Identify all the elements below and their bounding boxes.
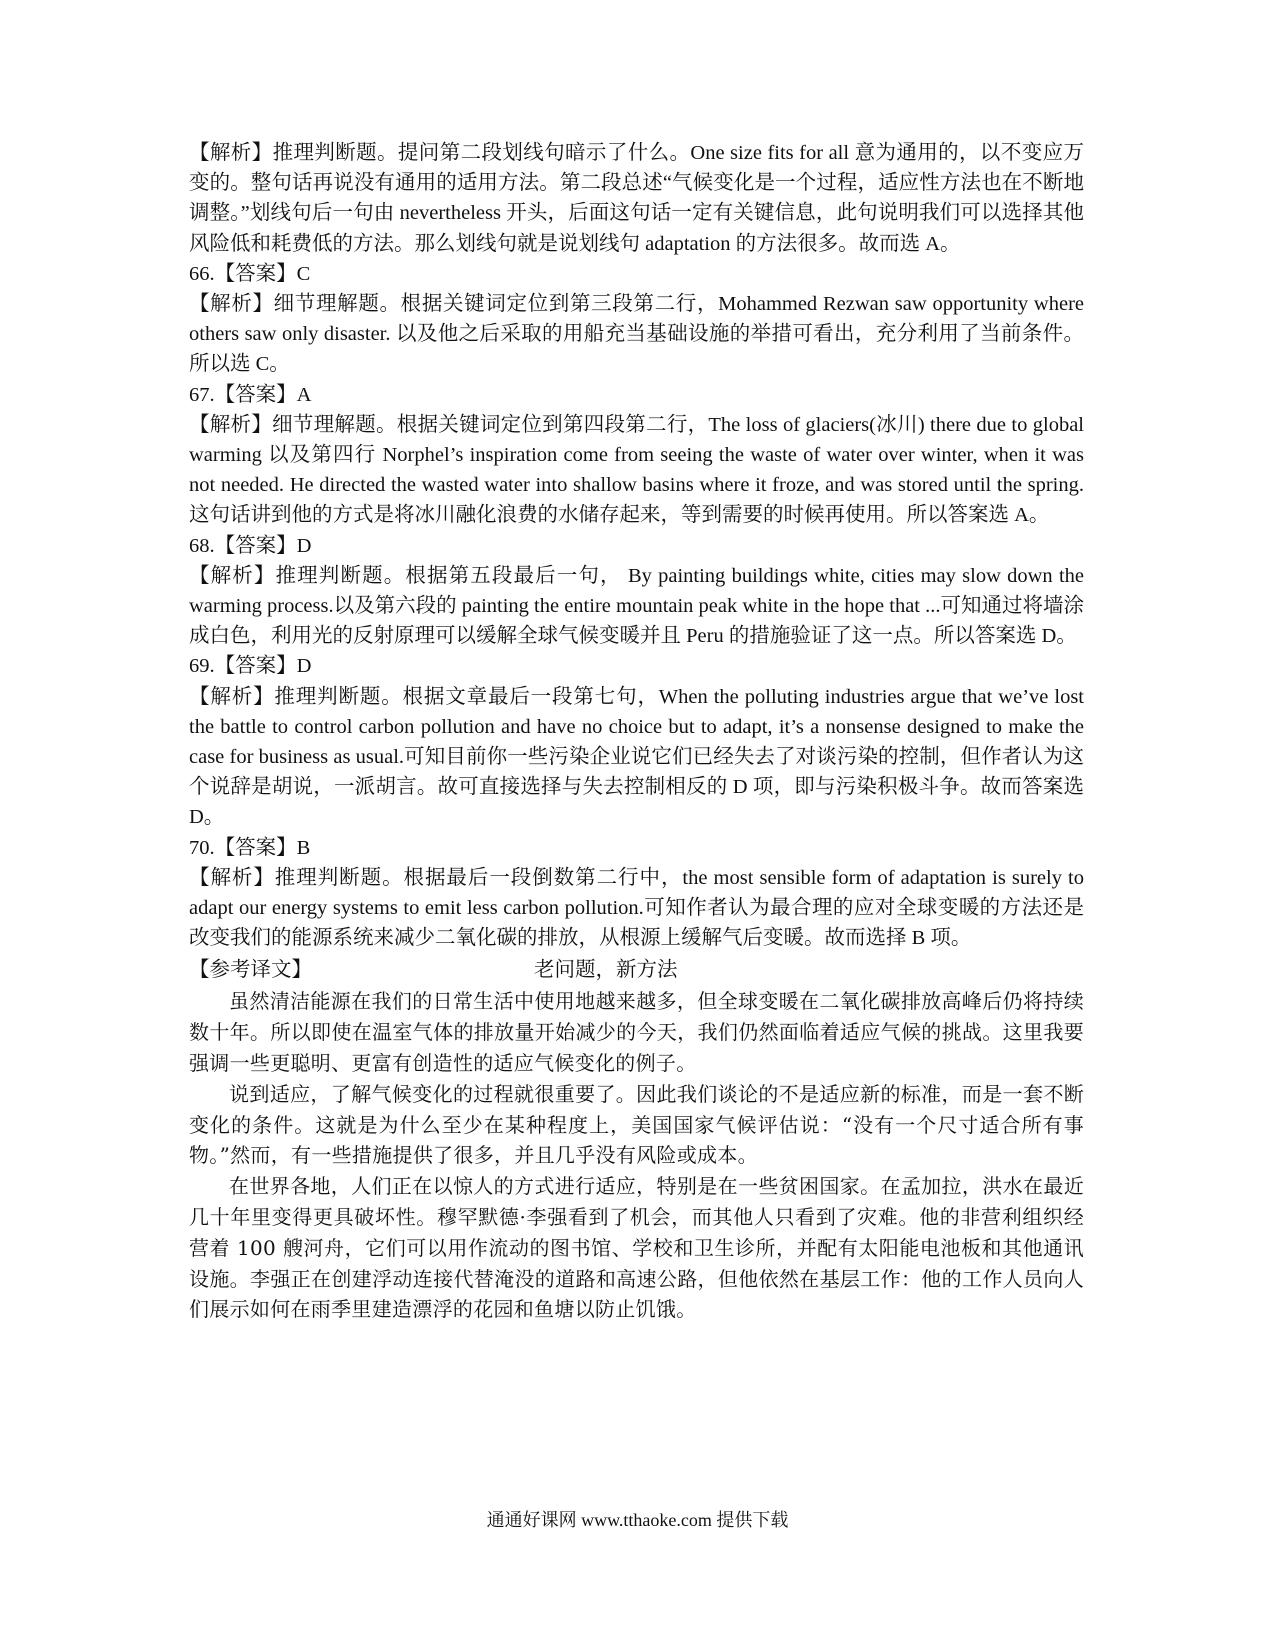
answer-68: 68.【答案】D <box>189 534 312 557</box>
answer-70: 70.【答案】B <box>189 836 311 859</box>
answer-69: 69.【答案】D <box>189 655 312 678</box>
translation-label: 【参考译文】 <box>189 959 312 982</box>
answer-67: 67.【答案】A <box>189 383 312 406</box>
document-body <box>189 138 1084 1325</box>
translation-paragraph-3: 在世界各地，人们正在以惊人的方式进行适应，特别是在一些贫困国家。在孟加拉，洪水在最近几十年里变得更具破坏性。穆罕默德·李强看到了机会，而其他人只看到了灾难。他的非营利组织经营着 100 艘河舟，它们可以用作流动的图书馆、学校和卫生诊所，并配有太阳能电池板和其他通讯设施。李强正在创建浮动连接代替淹没的道路和高速公路，但他依然在基层工作：他的工作人员向人们展示如何在雨季里建造漂浮的花园和鱼塘以防止饥饿。 <box>189 1174 1084 1322</box>
page-footer: 通通好课网 www.tthaoke.com 提供下载 <box>486 1510 789 1530</box>
analysis-65: 【解析】推理判断题。提问第二段划线句暗示了什么。One size fits for all 意为通用的，以不变应万变的。整句话再说没有通用的适用方法。第二段总述“气候变化是一个过程，适应性方法也在不断地调整。”划线句后一句由 nevertheless 开头，后面这句话一定有关键信息，此句说明我们可以选择其他风险低和耗费低的方法。那么划线句就是说划线句 adaptation 的方法很多。故而选 A。 <box>189 142 1084 255</box>
analysis-67: 【解析】细节理解题。根据关键词定位到第四段第二行，The loss of glaciers(冰川) there due to global warming 以及第四行 Norphel’s inspiration come from seeing the waste of water over winter, when it was not needed. He directed the wasted water into shallow basins where it froze, and was stored until the spring. 这句话讲到他的方式是将冰川融化浪费的水储存起来，等到需要的时候再使用。所以答案选 A。 <box>189 413 1084 527</box>
translation-paragraph-1: 虽然清洁能源在我们的日常生活中使用地越来越多，但全球变暖在二氧化碳排放高峰后仍将持续数十年。所以即使在温室气体的排放量开始减少的今天，我们仍然面临着适应气候的挑战。这里我要强调一些更聪明、更富有创造性的适应气候变化的例子。 <box>189 989 1084 1076</box>
translation-paragraph-2: 说到适应，了解气候变化的过程就很重要了。因此我们谈论的不是适应新的标准，而是一套不断变化的条件。这就是为什么至少在某种程度上，美国国家气候评估说：“没有一个尺寸适合所有事物。”然而，有一些措施提供了很多，并且几乎没有风险或成本。 <box>189 1081 1084 1168</box>
translation-title: 老问题，新方法 <box>534 959 678 982</box>
analysis-69: 【解析】推理判断题。根据文章最后一段第七句，When the polluting industries argue that we’ve lost the battle to control carbon pollution and have no choice but to adapt, it’s a nonsense designed to make the case for business as usual.可知目前你一些污染企业说它们已经失去了对谈污染的控制，但作者认为这个说辞是胡说，一派胡言。故可直接选择与失去控制相反的 D 项，即与污染积极斗争。故而答案选 D。 <box>189 685 1084 829</box>
translation-header <box>189 955 1084 986</box>
analysis-68: 【解析】推理判断题。根据第五段最后一句， By painting buildings white, cities may slow down the warming process.以及第六段的 painting the entire mountain peak white in the hope that ...可知通过将墙涂成白色，利用光的反射原理可以缓解全球气候变暖并且 Peru 的措施验证了这一点。所以答案选 D。 <box>189 564 1085 648</box>
answer-66: 66.【答案】C <box>189 262 311 285</box>
analysis-66: 【解析】细节理解题。根据关键词定位到第三段第二行，Mohammed Rezwan saw opportunity where others saw only disaster. 以及他之后采取的用船充当基础设施的举措可看出，充分利用了当前条件。所以选 C。 <box>189 293 1084 376</box>
analysis-70: 【解析】推理判断题。根据最后一段倒数第二行中，the most sensible form of adaptation is surely to adapt our energy systems to emit less carbon pollution.可知作者认为最合理的应对全球变暖的方法还是改变我们的能源系统来减少二氧化碳的排放，从根源上缓解气后变暖。故而选择 B 项。 <box>189 866 1084 950</box>
